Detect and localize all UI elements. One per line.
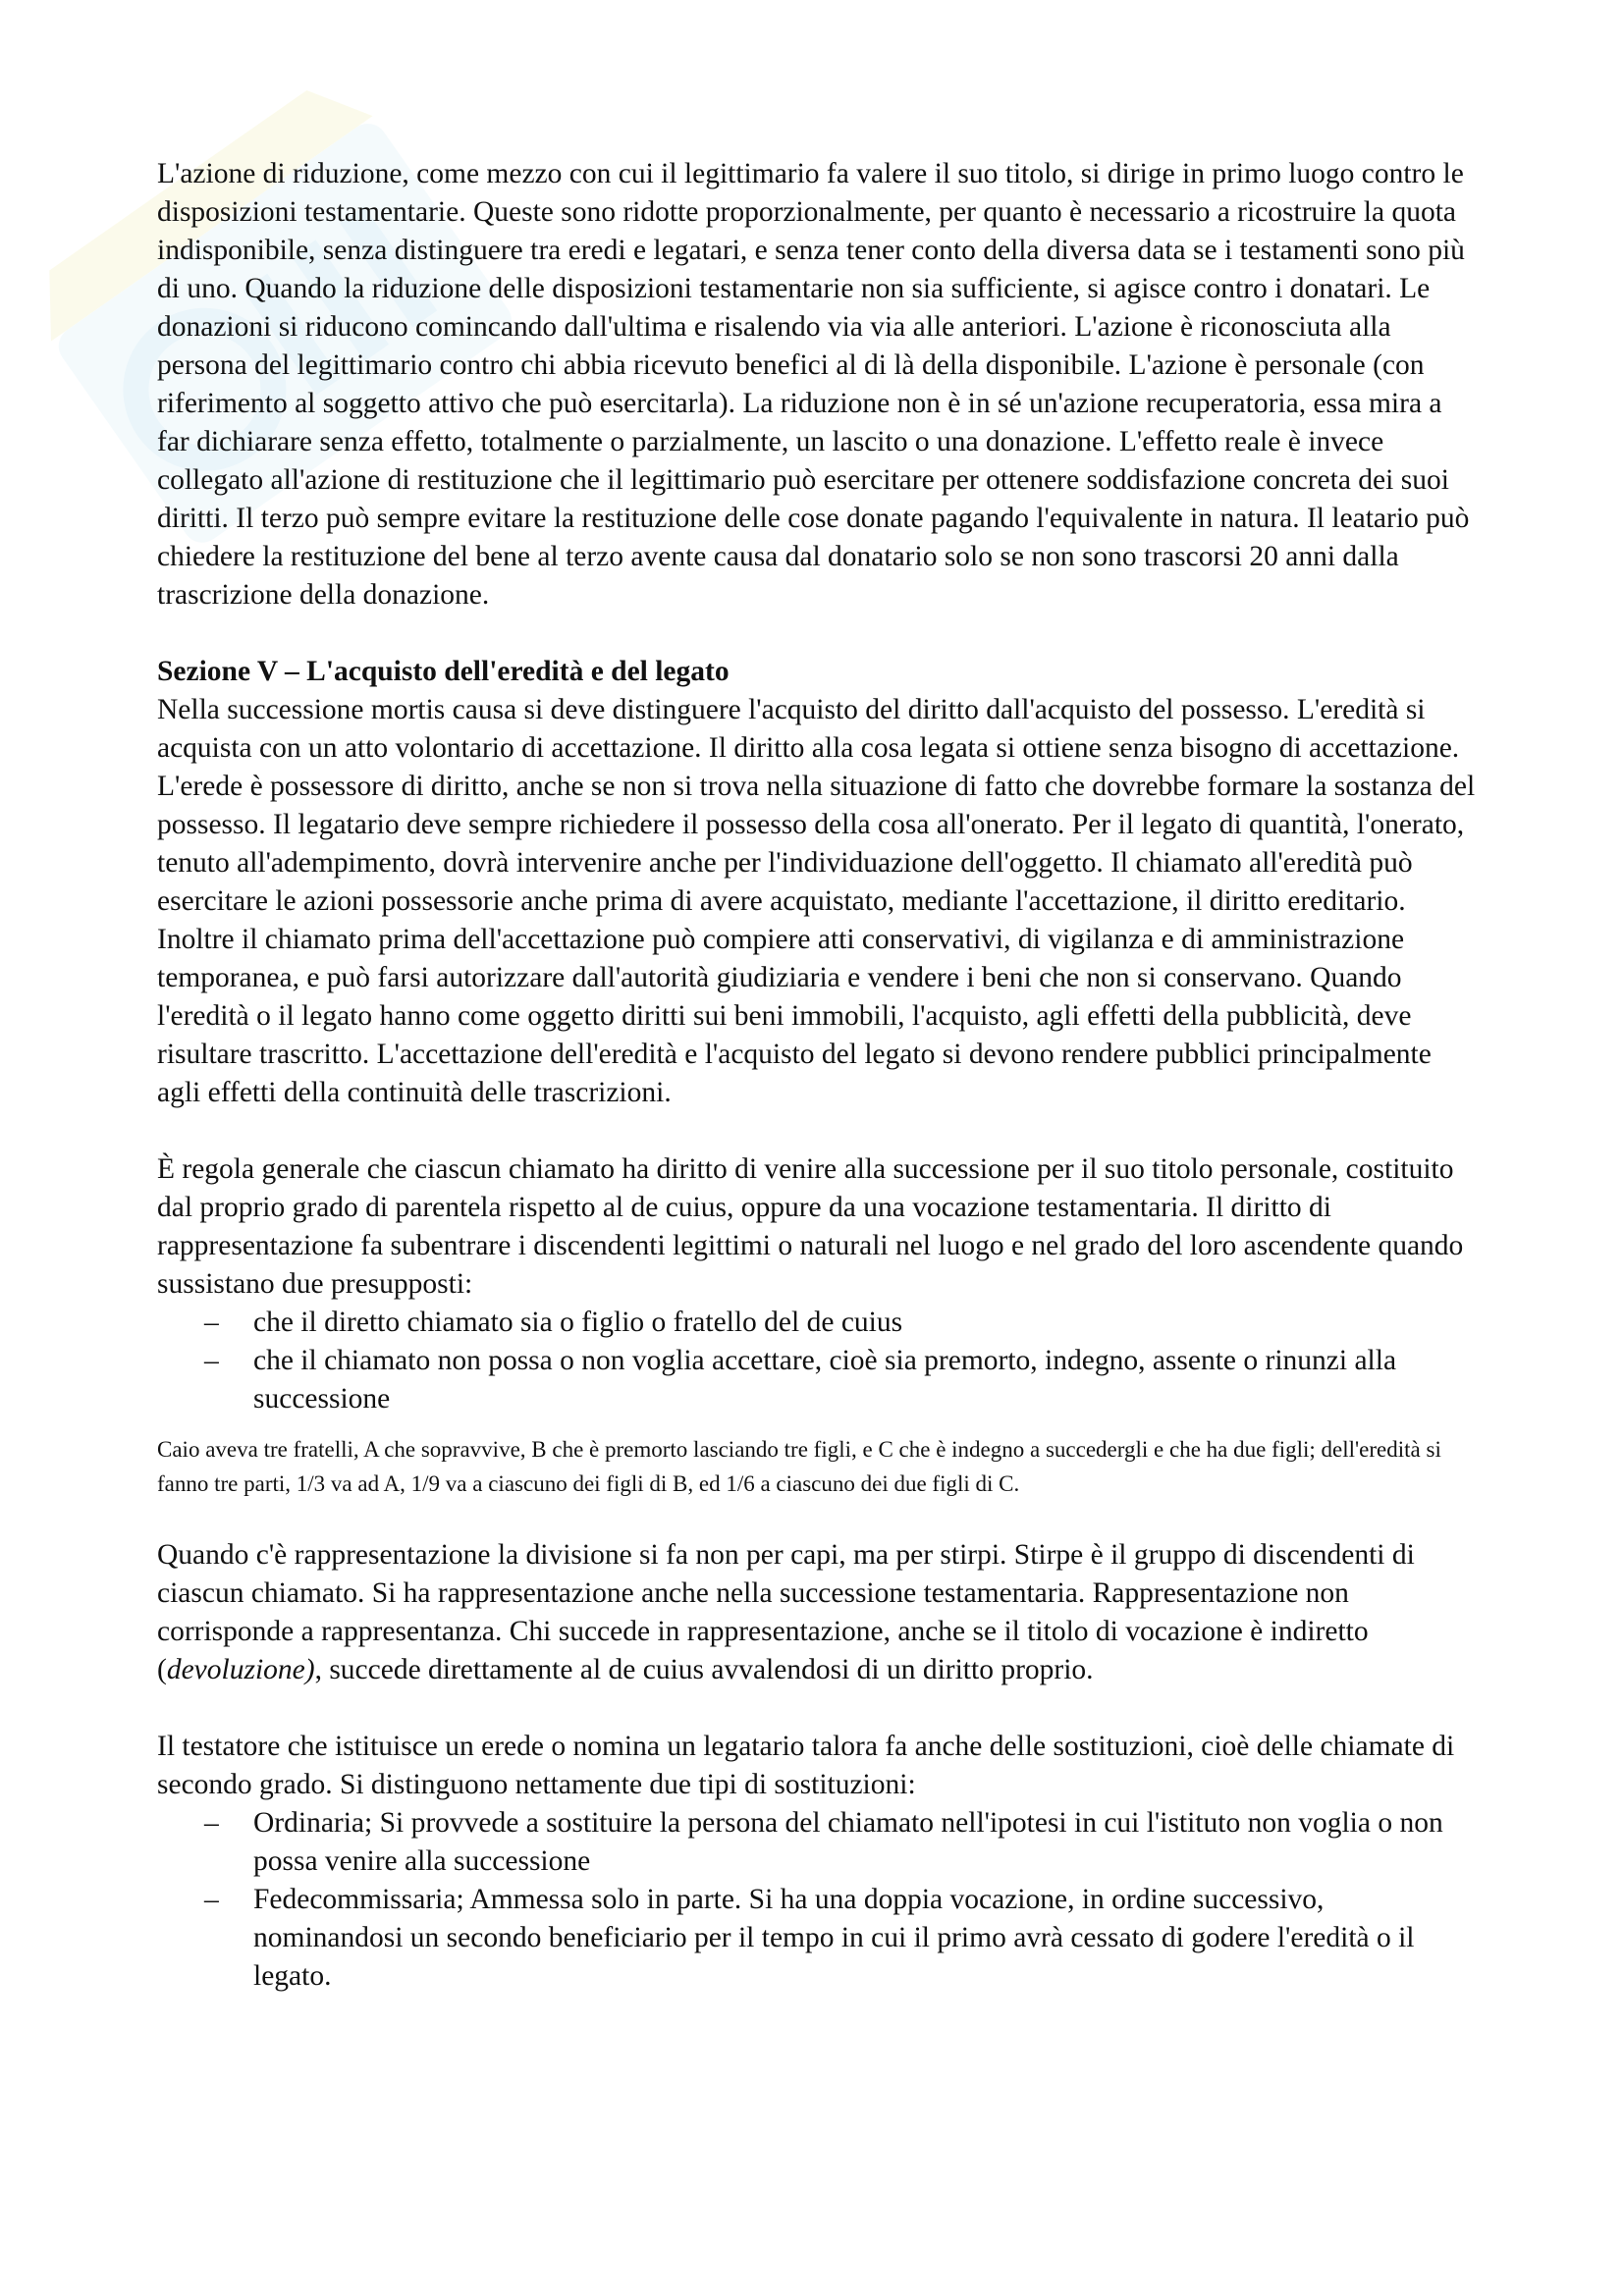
dash-bullet: –	[204, 1345, 219, 1376]
list-item-text: che il diretto chiamato sia o figlio o fratello del de cuius	[253, 1307, 903, 1338]
list-item-text: Fedecommissaria; Ammessa solo in parte. Si ha una doppia vocazione, in ordine successivo, nominandosi un secondo beneficiario per il tempo in cui il primo avrà cessato di godere l'eredità o il legato.	[253, 1884, 1415, 1992]
paragraph-text: Quando c'è rappresentazione la divisione si fa non per capi, ma per stirpi. Stirpe è il gruppo di discendenti di ciascun chiamato. Si ha rappresentazione anche nella successione testamentaria. Rappresentazione non corrisponde a rappresentanza. Chi succede in rappresentazione, anche se il titolo di vocazione è indiretto (	[157, 1539, 1415, 1685]
list-item	[157, 1881, 1478, 1996]
italic-term: devoluzione)	[166, 1654, 315, 1685]
paragraph-sostituzioni: Il testatore che istituisce un erede o nomina un legatario talora fa anche delle sostituzioni, cioè delle chiamate di secondo grado. Si distinguono nettamente due tipi di sostituzioni:	[157, 1731, 1455, 1800]
example-note: Caio aveva tre fratelli, A che sopravvive, B che è premorto lasciando tre figli, e C che è indegno a succedergli e che ha due figli; dell'eredità si fanno tre parti, 1/3 va ad A, 1/9 va a ciascuno dei figli di B, ed 1/6 a ciascuno dei due figli di C.	[157, 1437, 1441, 1496]
list-item	[157, 1804, 1478, 1881]
dash-bullet: –	[204, 1307, 219, 1338]
paragraph-text: , succede direttamente al de cuius avvalendosi di un diritto proprio.	[314, 1654, 1094, 1685]
sostituzioni-list	[157, 1804, 1478, 1996]
paragraph-acquisto: Nella successione mortis causa si deve distinguere l'acquisto del diritto dall'acquisto del possesso. L'eredità si acquista con un atto volontario di accettazione. Il diritto alla cosa legata si ottiene senza bisogno di accettazione. L'erede è possessore di diritto, anche se non si trova nella situazione di fatto che dovrebbe formare la sostanza del possesso. Il legatario deve sempre richiedere il possesso della cosa all'onerato. Per il legato di quantità, l'onerato, tenuto all'adempimento, dovrà intervenire anche per l'individuazione dell'oggetto. Il chiamato all'eredità può esercitare le azioni possessorie anche prima di avere acquistato, mediante l'accettazione, il diritto ereditario. Inoltre il chiamato prima dell'accettazione può compiere atti conservativi, di vigilanza e di amministrazione temporanea, e può farsi autorizzare dall'autorità giudiziaria e vendere i beni che non si conservano. Quando l'eredità o il legato hanno come oggetto diritti sui beni immobili, l'acquisto, agli effetti della pubblicità, deve risultare trascritto. L'accettazione dell'eredità e l'acquisto del legato si devono rendere pubblici principalmente agli effetti della continuità delle trascrizioni.	[157, 694, 1476, 1108]
list-item-text: Ordinaria; Si provvede a sostituire la persona del chiamato nell'ipotesi in cui l'istituto non voglia o non possa venire alla successione	[253, 1807, 1443, 1877]
dash-bullet: –	[204, 1807, 219, 1839]
list-item	[157, 1342, 1478, 1418]
list-item	[157, 1304, 1478, 1342]
presupposti-list	[157, 1304, 1478, 1418]
dash-bullet: –	[204, 1884, 219, 1915]
section-heading: Sezione V – L'acquisto dell'eredità e del legato	[157, 656, 730, 687]
paragraph-stirpi	[157, 1536, 1478, 1689]
paragraph-rappresentazione: È regola generale che ciascun chiamato ha diritto di venire alla successione per il suo titolo personale, costituito dal proprio grado di parentela rispetto al de cuius, oppure da una vocazione testamentaria. Il diritto di rappresentazione fa subentrare i discendenti legittimi o naturali nel luogo e nel grado del loro ascendente quando sussistano due presupposti:	[157, 1153, 1464, 1300]
paragraph-riduzione: L'azione di riduzione, come mezzo con cui il legittimario fa valere il suo titolo, si dirige in primo luogo contro le disposizioni testamentarie. Queste sono ridotte proporzionalmente, per quanto è necessario a ricostruire la quota indisponibile, senza distinguere tra eredi e legatari, e senza tener conto della diversa data se i testamenti sono più di uno. Quando la riduzione delle disposizioni testamentarie non sia sufficiente, si agisce contro i donatari. Le donazioni si riducono comincando dall'ultima e risalendo via via alle anteriori. L'azione è riconosciuta alla persona del legittimario contro chi abbia ricevuto benefici al di là della disponibile. L'azione è personale (con riferimento al soggetto attivo che può esercitarla). La riduzione non è in sé un'azione recuperatoria, essa mira a far dichiarare senza effetto, totalmente o parzialmente, un lascito o una donazione. L'effetto reale è invece collegato all'azione di restituzione che il legittimario può esercitare per ottenere soddisfazione concreta dei suoi diritti. Il terzo può sempre evitare la restituzione delle cose donate pagando l'equivalente in natura. Il leatario può chiedere la restituzione del bene al terzo avente causa dal donatario solo se non sono trascorsi 20 anni dalla trascrizione della donazione.	[157, 158, 1470, 611]
document-page	[157, 155, 1478, 1996]
list-item-text: che il chiamato non possa o non voglia accettare, cioè sia premorto, indegno, assente o rinunzi alla successione	[253, 1345, 1397, 1415]
